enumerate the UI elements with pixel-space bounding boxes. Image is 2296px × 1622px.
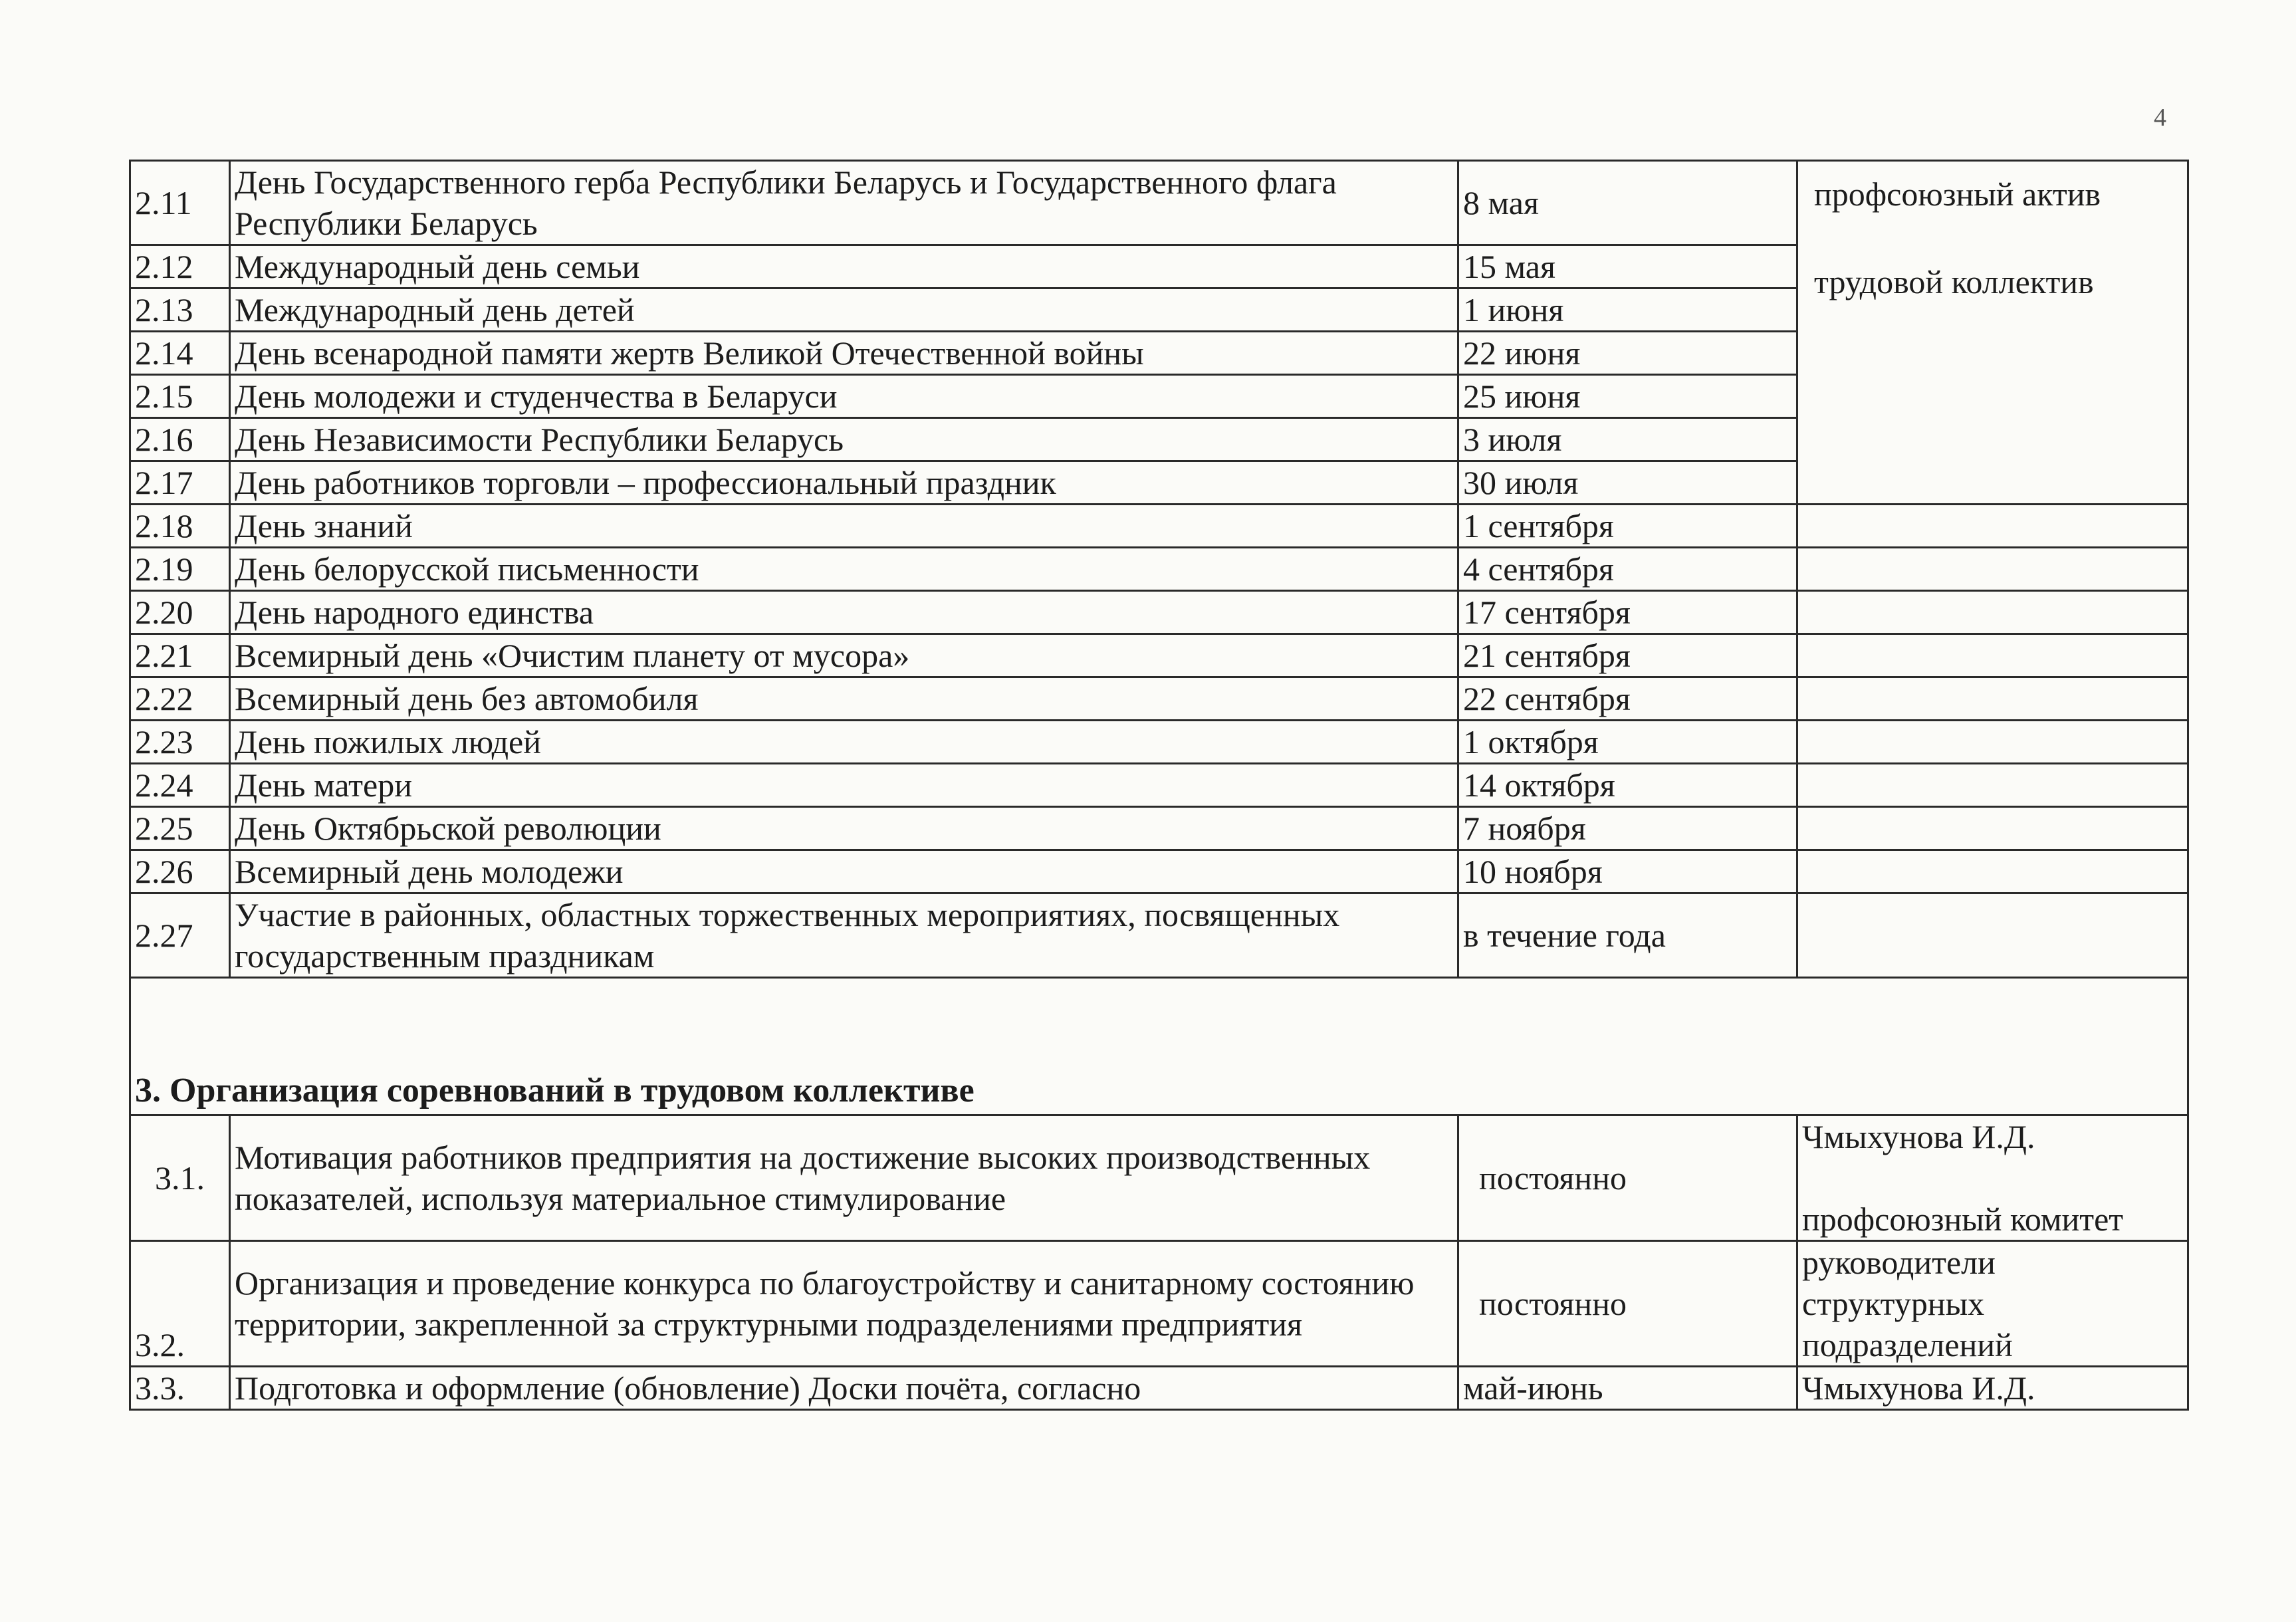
event-date: 21 сентября xyxy=(1458,634,1797,677)
event-date: 17 сентября xyxy=(1458,591,1797,634)
event-date: 7 ноября xyxy=(1458,807,1797,850)
table-row xyxy=(130,548,2188,591)
responsible-cell xyxy=(1797,764,2188,807)
responsible-cell xyxy=(1797,634,2188,677)
table-row xyxy=(130,893,2188,978)
event-name: Участие в районных, областных торжественных мероприятиях, посвященных государственным праздникам xyxy=(230,893,1458,978)
event-date: 1 сентября xyxy=(1458,505,1797,548)
event-name: День Независимости Республики Беларусь xyxy=(230,418,1458,461)
event-name: День пожилых людей xyxy=(230,721,1458,764)
section-header-row xyxy=(130,978,2188,1115)
responsible-cell xyxy=(1797,893,2188,978)
event-name: Подготовка и оформление (обновление) Доски почёта, согласно xyxy=(230,1367,1458,1410)
responsible-line: руководители xyxy=(1802,1244,1996,1281)
responsible-cell xyxy=(1797,1367,2188,1410)
event-name: День Октябрьской революции xyxy=(230,807,1458,850)
row-number: 3.2. xyxy=(130,1241,230,1367)
table-row xyxy=(130,721,2188,764)
event-name: День молодежи и студенчества в Беларуси xyxy=(230,375,1458,418)
event-name: Международный день детей xyxy=(230,289,1458,332)
row-number: 3.3. xyxy=(130,1367,230,1410)
event-name: День белорусской письменности xyxy=(230,548,1458,591)
row-number: 2.17 xyxy=(130,461,230,505)
event-name: День Государственного герба Республики Беларусь и Государственного флага Республики Беларусь xyxy=(230,161,1458,245)
row-number: 2.19 xyxy=(130,548,230,591)
plan-table xyxy=(129,160,2189,1411)
event-date: 14 октября xyxy=(1458,764,1797,807)
responsible-cell xyxy=(1797,1115,2188,1241)
responsible-cell xyxy=(1797,161,2188,505)
event-date: в течение года xyxy=(1458,893,1797,978)
row-number: 2.26 xyxy=(130,850,230,893)
event-date: постоянно xyxy=(1458,1241,1797,1367)
table-row xyxy=(130,764,2188,807)
row-number: 2.20 xyxy=(130,591,230,634)
table-row xyxy=(130,505,2188,548)
responsible-cell xyxy=(1797,677,2188,721)
event-date: 3 июля xyxy=(1458,418,1797,461)
event-name: Всемирный день «Очистим планету от мусора» xyxy=(230,634,1458,677)
row-number: 2.11 xyxy=(130,161,230,245)
table-row xyxy=(130,161,2188,245)
event-name: Мотивация работников предприятия на достижение высоких производственных показателей, используя материальное стимулирование xyxy=(230,1115,1458,1241)
responsible-line: трудовой коллектив xyxy=(1814,263,2094,300)
event-name: День работников торговли – профессиональный праздник xyxy=(230,461,1458,505)
responsible-cell xyxy=(1797,591,2188,634)
table-row xyxy=(130,634,2188,677)
row-number: 2.27 xyxy=(130,893,230,978)
event-name: Организация и проведение конкурса по благоустройству и санитарному состоянию территории, закрепленной за структурными подразделениями предприятия xyxy=(230,1241,1458,1367)
row-number: 2.12 xyxy=(130,245,230,289)
table-row xyxy=(130,677,2188,721)
row-number: 2.22 xyxy=(130,677,230,721)
row-number: 3.1. xyxy=(130,1115,230,1241)
responsible-cell xyxy=(1797,1241,2188,1367)
row-number: 2.16 xyxy=(130,418,230,461)
table-row xyxy=(130,591,2188,634)
row-number: 2.25 xyxy=(130,807,230,850)
event-date: май-июнь xyxy=(1458,1367,1797,1410)
event-date: 4 сентября xyxy=(1458,548,1797,591)
event-date: постоянно xyxy=(1458,1115,1797,1241)
row-number: 2.14 xyxy=(130,332,230,375)
table-row xyxy=(130,1367,2188,1410)
page-number: 4 xyxy=(2154,104,2166,132)
responsible-cell xyxy=(1797,505,2188,548)
responsible-line: подразделений xyxy=(1802,1326,2013,1363)
table-row xyxy=(130,1241,2188,1367)
row-number: 2.21 xyxy=(130,634,230,677)
event-date: 8 мая xyxy=(1458,161,1797,245)
event-date: 25 июня xyxy=(1458,375,1797,418)
event-name: Международный день семьи xyxy=(230,245,1458,289)
event-date: 10 ноября xyxy=(1458,850,1797,893)
table-row xyxy=(130,850,2188,893)
responsible-line: Чмыхунова И.Д. xyxy=(1802,1369,2035,1407)
responsible-line: структурных xyxy=(1802,1285,1985,1322)
row-number: 2.24 xyxy=(130,764,230,807)
event-date: 22 сентября xyxy=(1458,677,1797,721)
event-name: День матери xyxy=(230,764,1458,807)
responsible-cell xyxy=(1797,548,2188,591)
section-header-cell xyxy=(130,978,2188,1115)
event-name: День знаний xyxy=(230,505,1458,548)
event-date: 1 июня xyxy=(1458,289,1797,332)
table-row xyxy=(130,807,2188,850)
responsible-line: профсоюзный комитет xyxy=(1802,1201,2124,1238)
row-number: 2.13 xyxy=(130,289,230,332)
event-name: День всенародной памяти жертв Великой Отечественной войны xyxy=(230,332,1458,375)
event-name: День народного единства xyxy=(230,591,1458,634)
responsible-cell xyxy=(1797,807,2188,850)
event-date: 30 июля xyxy=(1458,461,1797,505)
event-date: 1 октября xyxy=(1458,721,1797,764)
row-number: 2.18 xyxy=(130,505,230,548)
event-name: Всемирный день без автомобиля xyxy=(230,677,1458,721)
table-row xyxy=(130,1115,2188,1241)
event-date: 15 мая xyxy=(1458,245,1797,289)
section-title: 3. Организация соревнований в трудовом коллективе xyxy=(135,1072,975,1109)
row-number: 2.15 xyxy=(130,375,230,418)
responsible-cell xyxy=(1797,721,2188,764)
responsible-line: профсоюзный актив xyxy=(1814,175,2101,213)
event-name: Всемирный день молодежи xyxy=(230,850,1458,893)
responsible-cell xyxy=(1797,850,2188,893)
responsible-line: Чмыхунова И.Д. xyxy=(1802,1118,2035,1155)
row-number: 2.23 xyxy=(130,721,230,764)
event-date: 22 июня xyxy=(1458,332,1797,375)
